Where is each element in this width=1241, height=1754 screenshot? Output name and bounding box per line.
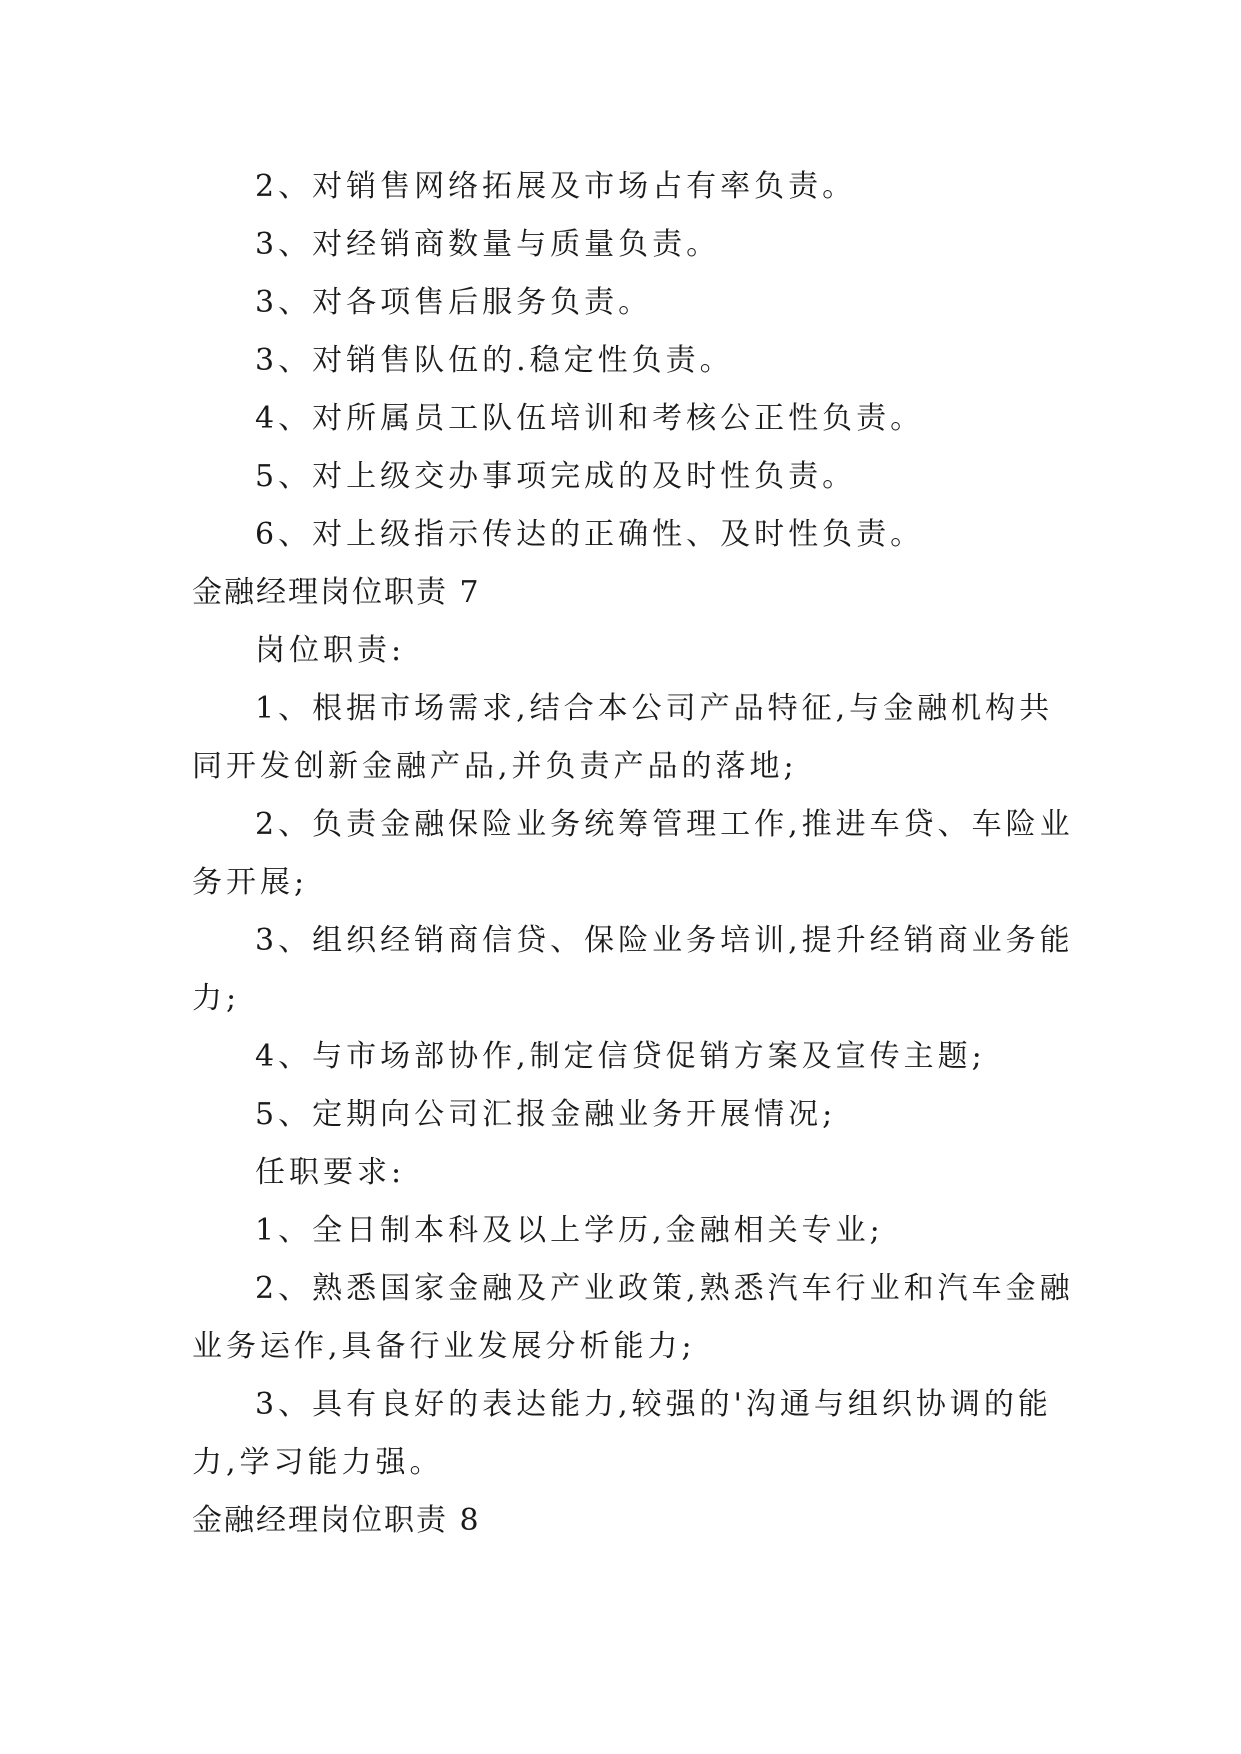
paragraph-line: 1、根据市场需求,结合本公司产品特征,与金融机构共: [255, 691, 1054, 726]
paragraph-line: 5、定期向公司汇报金融业务开展情况;: [255, 1097, 837, 1132]
paragraph-line: 4、对所属员工队伍培训和考核公正性负责。: [255, 401, 925, 436]
paragraph-line: 3、对各项售后服务负责。: [255, 285, 653, 320]
paragraph-line: 3、对经销商数量与质量负责。: [255, 227, 721, 262]
paragraph-continuation: 力,学习能力强。: [192, 1445, 444, 1480]
paragraph-line: 2、负责金融保险业务统筹管理工作,推进车贷、车险业: [255, 807, 1074, 842]
paragraph-line: 5、对上级交办事项完成的及时性负责。: [255, 459, 857, 494]
paragraph-continuation: 力;: [192, 981, 241, 1016]
paragraph-line: 2、对销售网络拓展及市场占有率负责。: [255, 169, 857, 204]
paragraph-line: 3、对销售队伍的.稳定性负责。: [255, 343, 734, 378]
subheading-line: 岗位职责:: [255, 633, 406, 668]
paragraph-line: 4、与市场部协作,制定信贷促销方案及宣传主题;: [255, 1039, 986, 1074]
paragraph-line: 3、具有良好的表达能力,较强的'沟通与组织协调的能: [255, 1387, 1052, 1422]
paragraph-line: 6、对上级指示传达的正确性、及时性负责。: [255, 517, 925, 552]
paragraph-continuation: 务开展;: [192, 865, 309, 900]
paragraph-continuation: 业务运作,具备行业发展分析能力;: [192, 1329, 696, 1364]
paragraph-line: 1、全日制本科及以上学历,金融相关专业;: [255, 1213, 884, 1248]
subheading-line: 任职要求:: [255, 1155, 406, 1190]
section-heading: 金融经理岗位职责 7: [192, 575, 481, 610]
section-heading: 金融经理岗位职责 8: [192, 1503, 481, 1538]
paragraph-line: 3、组织经销商信贷、保险业务培训,提升经销商业务能: [255, 923, 1074, 958]
paragraph-line: 2、熟悉国家金融及产业政策,熟悉汽车行业和汽车金融: [255, 1271, 1074, 1306]
document-body: [192, 158, 1074, 1550]
paragraph-continuation: 同开发创新金融产品,并负责产品的落地;: [192, 749, 798, 784]
